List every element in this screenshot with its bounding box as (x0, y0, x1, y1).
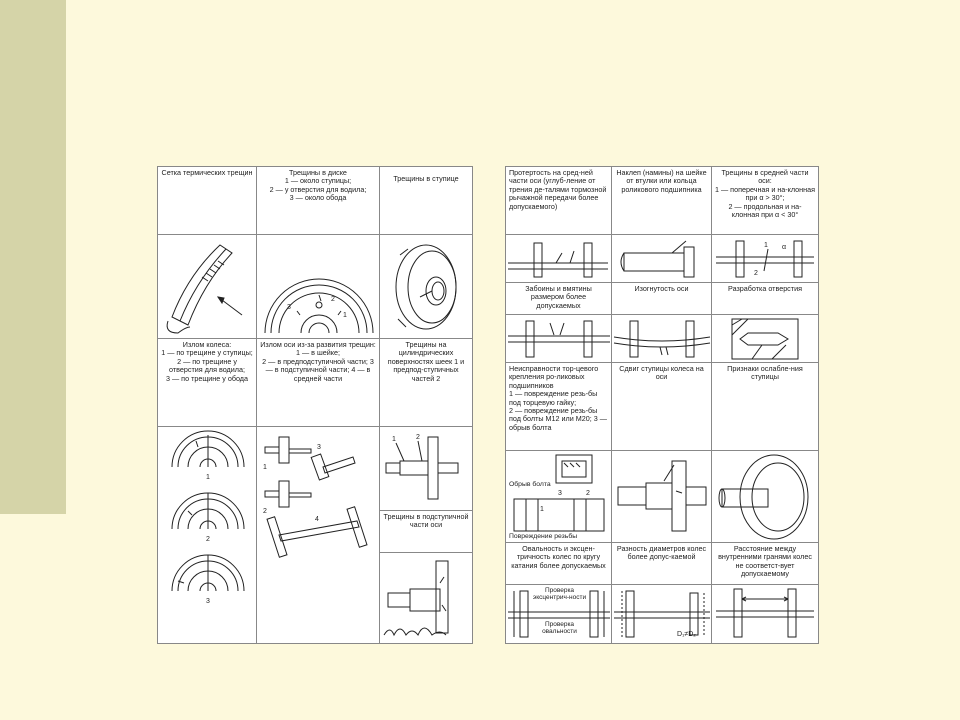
caption-hub-shift: Сдвиг ступицы колеса на оси (619, 364, 704, 382)
svg-text:3: 3 (287, 304, 291, 311)
caption-axle-fracture: Излом оси из-за развития трещин: 1 — в шейке; 2 — в предподступичной части; 3 — в подступичной части; 4 — в средней части (260, 340, 376, 383)
caption-cell (712, 543, 818, 585)
caption-gauge-distance: Расстояние между внутренними гранями колес не соответст-вует допускаемому (718, 544, 812, 579)
caption-cell (506, 543, 612, 585)
figure-journal-cracks (380, 427, 472, 511)
svg-text:1: 1 (343, 312, 347, 319)
svg-text:3: 3 (558, 490, 562, 497)
svg-text:3: 3 (206, 598, 210, 605)
left-defects-table (157, 166, 473, 644)
right-defects-table (505, 166, 819, 644)
svg-text:2: 2 (416, 434, 420, 441)
svg-text:1: 1 (392, 436, 396, 443)
svg-text:2: 2 (754, 270, 758, 277)
caption-cell (380, 511, 472, 553)
figure-subhub-cracks (380, 553, 472, 643)
caption-subhub-cracks: Трещины в подступичной части оси (383, 512, 469, 530)
caption-cell (257, 339, 380, 427)
label-diameter-formula: D₁≠D₂ (676, 631, 697, 638)
caption-cell (257, 167, 380, 235)
slide-sidebar-bar (0, 0, 66, 514)
caption-cell (380, 339, 472, 427)
svg-text:2: 2 (331, 296, 335, 303)
caption-diameter-diff: Разность диаметров колес более допус-каемой (616, 544, 707, 562)
svg-text:2: 2 (586, 490, 590, 497)
svg-text:1: 1 (540, 506, 544, 513)
figure-hub-shift (612, 451, 712, 543)
figure-bearing-fastening (506, 451, 612, 543)
caption-cell (612, 363, 712, 451)
figure-axle-bend (612, 315, 712, 363)
caption-axle-bend: Изогнутость оси (634, 284, 689, 293)
figure-middle-axle-cracks (712, 235, 818, 283)
caption-cell (612, 167, 712, 235)
caption-cell (712, 283, 818, 315)
figure-axle-wear (506, 235, 612, 283)
caption-dents: Забоины и вмятины размером более допускаемых (525, 284, 592, 310)
label-broken-bolt: Обрыв болта (509, 481, 551, 488)
svg-text:2: 2 (263, 508, 267, 515)
caption-ovality: Овальность и эксцен-тричность колес по кругу катания более допускаемых (511, 544, 606, 570)
caption-journal-cracks: Трещины на цилиндрических поверхностях шеек 1 и предпод-ступичных частей 2 (387, 340, 465, 383)
svg-text:1: 1 (764, 242, 768, 249)
label-thread-damage: Повреждение резьбы (509, 533, 578, 540)
caption-cell (506, 363, 612, 451)
svg-text:1: 1 (263, 464, 267, 471)
caption-bearing-fastening: Неисправности тор-цевого крепления ро-ликовых подшипников 1 — повреждение резь-бы под торцевую гайку; 2 — повреждение резь-бы под болты М12 или М20; 3 — обрыв болта (509, 364, 607, 432)
figure-journal-riveting (612, 235, 712, 283)
figure-hub-cracks (380, 235, 472, 339)
caption-cell (506, 167, 612, 235)
figure-hole-wear (712, 315, 818, 363)
svg-text:1: 1 (206, 474, 210, 481)
caption-cell (506, 283, 612, 315)
caption-cell (612, 543, 712, 585)
caption-axle-wear: Протертость на сред-ней части оси (углуб-ление от трения де-талями тормозной рычажной передачи более допускаемого) (509, 168, 607, 211)
caption-hole-wear: Разработка отверстия (728, 284, 802, 293)
caption-cell (712, 167, 818, 235)
caption-hub-cracks: Трещины в ступице (393, 174, 459, 183)
caption-cell (158, 167, 257, 235)
figure-dents (506, 315, 612, 363)
figure-wheel-fracture (158, 427, 257, 643)
figure-ovality (506, 585, 612, 643)
caption-thermal-cracks: Сетка термических трещин (161, 168, 253, 177)
caption-journal-riveting: Наклеп (намины) на шейке от втулки или кольца роликового подшипника (616, 168, 707, 194)
figure-thermal-cracks (158, 235, 257, 339)
figure-diameter-diff (612, 585, 712, 643)
figure-gauge-distance (712, 585, 818, 643)
label-ovality-check: Проверка овальности (542, 621, 577, 636)
caption-cell (158, 339, 257, 427)
figure-disc-cracks (257, 235, 380, 339)
caption-wheel-fracture: Излом колеса: 1 — по трещине у ступицы; 2 — по трещине у отверстия для водила; 3 — по трещине у обода (161, 340, 253, 383)
caption-cell (712, 363, 818, 451)
label-eccentricity-check: Проверка эксцентрич-ности (532, 587, 587, 602)
svg-text:2: 2 (206, 536, 210, 543)
svg-text:4: 4 (315, 516, 319, 523)
svg-text:3: 3 (317, 444, 321, 451)
figure-hub-loosening (712, 451, 818, 543)
caption-hub-loosening: Признаки ослабле-ния ступицы (727, 364, 803, 382)
svg-text:α: α (782, 244, 787, 251)
figure-axle-fracture (257, 427, 380, 643)
caption-cell (380, 167, 472, 235)
caption-cell (612, 283, 712, 315)
caption-middle-axle-cracks: Трещины в средней части оси: 1 — поперечная и на-клонная при α > 30°; 2 — продольная и на-клонная при α < 30° (715, 168, 816, 220)
caption-disc-cracks: Трещины в диске 1 — около ступицы; 2 — у отверстия для водила; 3 — около обода (269, 168, 367, 203)
